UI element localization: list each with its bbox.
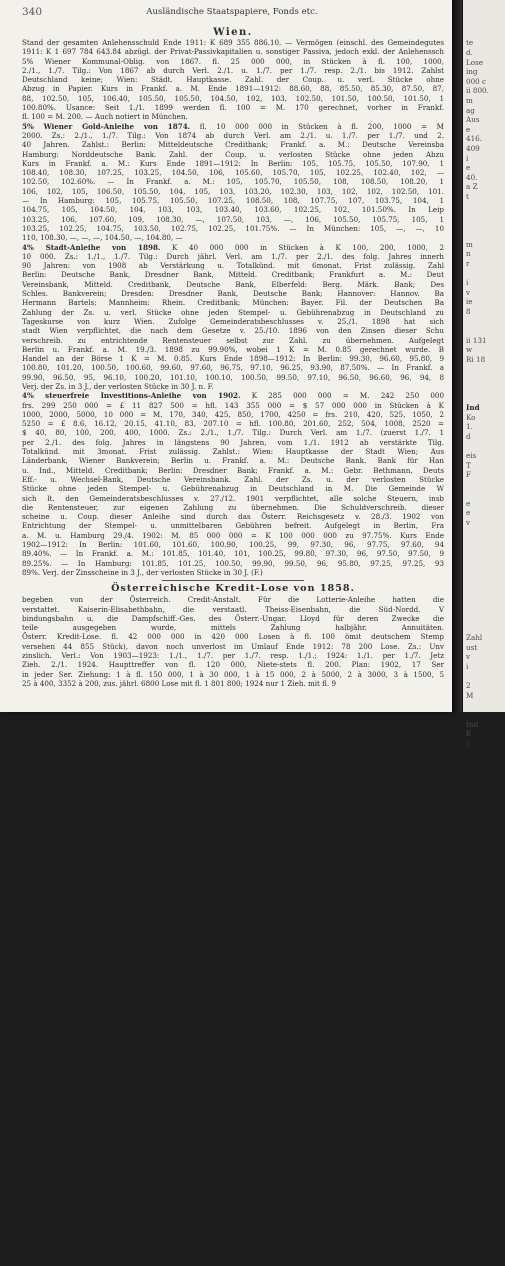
facing-page-fragment: i bbox=[466, 278, 469, 288]
text-line: 110, 108.30, —, —, —, 104.50, —, 104.80, — bbox=[22, 233, 183, 243]
facing-page-fragment bbox=[463, 921, 505, 931]
facing-page-fragment bbox=[463, 1007, 505, 1017]
text-line: 99.90, 96.50, 95, 96.10, 100.20, 101.10, 100.10, 100.50, 99.50, 97.10, 96.50, 96.60, 96, 94, 8 bbox=[22, 372, 444, 382]
text-line: Zieh. 2./1. 1924. Haupttreffer von fl. 120 000, Niete-stets fl. 200. Plan: 1902, 17 Ser bbox=[22, 660, 444, 670]
facing-page-fragment: m bbox=[466, 95, 473, 105]
book-gutter bbox=[452, 0, 462, 712]
facing-page-fragment bbox=[463, 1247, 505, 1257]
inline-heading: 4% steuerfreie Investitions-Anleihe von 1902. bbox=[22, 391, 241, 401]
facing-page-fragment bbox=[463, 1103, 505, 1113]
text-line: Berlin: Deutsche Bank, Dresdner Bank, Mitteld. Creditbank; Frankfurt a. M.: Deut bbox=[22, 270, 444, 280]
text-line: Zahlung der Zs. u. verl. Stücke ohne jeden Stempel- u. Gebührenabzug in Deutschland zu bbox=[22, 307, 444, 317]
facing-page-fragment bbox=[463, 230, 505, 240]
text-line: 1911: K 1 697 784 643.84 abzügl. der Privat-Passivkapitalien u. sonstiger Passiva, jedoch exkl. der Anlehenssch bbox=[22, 47, 444, 57]
facing-page-fragment bbox=[463, 1036, 505, 1046]
text-line: Deutschland keine; Wien: Städt. Hauptkasse. Zahl. der Coup. u. verl. Stücke ohne bbox=[22, 75, 444, 85]
facing-page-fragment bbox=[463, 326, 505, 336]
text-line: 102.50, 102.60%. — In Frankf. a. M.: 105, 105.70, 105.50, 108, 108.50, 108.20, 1 bbox=[22, 177, 444, 187]
text-line: versehen 44 855 Stück), davon noch unverlost im Umlauf Ende 1912: 78 200 Lose. Zs.: Unv bbox=[22, 641, 444, 651]
facing-page-fragment bbox=[463, 998, 505, 1008]
facing-page-fragment bbox=[463, 595, 505, 605]
text-line: — In Hamburg: 105, 105.75, 105.50, 107.25, 108.50, 108, 107.75, 107, 103.75, 104, 1 bbox=[22, 196, 444, 206]
section-heading: Österreichische Kredit-Lose von 1858. bbox=[111, 583, 355, 595]
text-line: teile ausgegeben wurde, mittels Zahlung halbjähr. Annuitäten. bbox=[22, 623, 444, 633]
facing-page-fragment bbox=[463, 221, 505, 231]
text-line: Schles. Bankverein; Dresden: Dresdner Bank, Deutsche Bank; Hannover: Hannov. Ba bbox=[22, 289, 444, 299]
text-line: verschreib. zu entrichtende Rentensteuer selbst zur Zahl. zu übernehmen. Aufgelegt bbox=[22, 335, 444, 345]
facing-page-fragment bbox=[463, 1113, 505, 1123]
facing-page-fragment: 40. bbox=[466, 172, 478, 182]
inline-heading: 5% Wiener Gold-Anleihe von 1874. bbox=[22, 121, 191, 131]
facing-page-fragment bbox=[463, 1094, 505, 1104]
facing-page-fragment: r bbox=[466, 259, 470, 269]
text-line: 103.25, 102.25, 104.75, 103.50, 102.75, 102.25, 101.75%. — In München: 105, —, —, 10 bbox=[22, 223, 444, 233]
facing-page-fragment bbox=[463, 1142, 505, 1152]
facing-page-fragment: 000 c bbox=[466, 76, 487, 86]
facing-page-fragment bbox=[463, 441, 505, 451]
facing-page-fragment: ust bbox=[466, 642, 478, 652]
facing-page-fragment: r bbox=[466, 738, 470, 748]
facing-page-fragment: 1. bbox=[466, 422, 473, 432]
text-line: Totalkünd. mit 3monat. Frist zulässig. Zahlst.: Wien: Hauptkasse der Stadt Wien; Aus bbox=[22, 447, 444, 457]
facing-page-fragment bbox=[463, 873, 505, 883]
text-line: 40 Jahren. Zahlst.: Berlin: Mitteldeutsche Creditbank; Frankf. a. M.: Deutsche Vereinsba bbox=[22, 140, 444, 150]
facing-page-edge bbox=[462, 0, 505, 748]
facing-page-fragment: M bbox=[466, 690, 474, 700]
facing-page-fragment bbox=[463, 902, 505, 912]
facing-page-fragment bbox=[463, 1132, 505, 1142]
facing-page-fragment: 409 bbox=[466, 143, 480, 153]
facing-page-fragment bbox=[463, 10, 505, 20]
facing-page-fragment: w bbox=[466, 345, 473, 355]
text-line: 2./1., 1./7. Tilg.: Von 1867 ab durch Verl. 2./1. u. 1./7. per 1./7. resp. 2./1. bis 1912. Zahlst bbox=[22, 65, 444, 75]
facing-page-fragment bbox=[463, 1151, 505, 1161]
text-line: Österr. Kredit-Lose. fl. 42 000 000 in 420 000 Losen à fl. 100 ömit deutschem Stemp bbox=[22, 632, 444, 642]
text-line: Hamburg: Norddeutsche Bank. Zahl. der Coup. u. verlosten Stücke ohne jeden Abzu bbox=[22, 149, 444, 159]
facing-page-fragment bbox=[463, 844, 505, 854]
text-line: 108.40, 108.30, 107.25, 103.25, 104.50, 106, 105.60, 105.70, 105, 102.25, 102.40, 102, — bbox=[22, 168, 444, 178]
facing-page-fragment: ii 800. bbox=[466, 86, 489, 96]
text-line: Vereinsbank, Mitteld. Creditbank, Deutsche Bank, Elberfeld: Berg. Märk. Bank; Des bbox=[22, 279, 444, 289]
facing-page-fragment: m bbox=[466, 239, 473, 249]
page-content bbox=[22, 26, 444, 688]
running-title: Ausländische Staatspapiere, Fonds etc. bbox=[146, 7, 318, 17]
facing-page-fragment bbox=[463, 787, 505, 797]
facing-page-fragment bbox=[463, 556, 505, 566]
text-line: frs. 299 250 000 = £ 11 827 500 = hfl. 143 355 000 = $ 57 000 000 in Stücken à K bbox=[22, 400, 444, 410]
text-line: Entrichtung der Stempel- u. unmittelbaren Gebühren befreit. Aufgelegt in Berlin, Fra bbox=[22, 521, 444, 531]
facing-page-fragment bbox=[463, 317, 505, 327]
text-line: begeben von der Österreich. Credit-Anstalt. Für die Lotterie-Anleihe hatten die bbox=[22, 595, 444, 605]
facing-page-fragment: ie bbox=[466, 297, 473, 307]
facing-page-fragment bbox=[463, 911, 505, 921]
facing-page-fragment bbox=[463, 892, 505, 902]
facing-page-fragment bbox=[463, 854, 505, 864]
facing-page-fragment bbox=[463, 1209, 505, 1219]
section-separator bbox=[162, 580, 304, 581]
facing-page-fragment bbox=[463, 19, 505, 29]
facing-page-fragment bbox=[463, 1055, 505, 1065]
facing-page-fragment: Lose bbox=[466, 57, 484, 67]
facing-page-fragment bbox=[463, 1257, 505, 1266]
text-line: a. M. u. Hamburg 29./4. 1902: M. 85 000 000 = K 100 000 000 zu 97.75%. Kurs Ende bbox=[22, 530, 444, 540]
facing-page-fragment bbox=[463, 940, 505, 950]
facing-page-fragment: v bbox=[466, 287, 471, 297]
page-number: 340 bbox=[22, 6, 43, 18]
text-line: 89.25%. — In Hamburg: 101.85, 101.25, 100.50, 99.90, 99.50, 96, 95.80, 97.25, 97.25, 93 bbox=[22, 558, 444, 568]
facing-page-fragment bbox=[463, 374, 505, 384]
facing-page-fragment bbox=[463, 1170, 505, 1180]
facing-page-fragment: ing bbox=[466, 67, 478, 77]
facing-page-fragment bbox=[463, 748, 505, 758]
facing-page-fragment: d. bbox=[466, 47, 473, 57]
text-line: 5250 = £ 8.6, 16.12, 20.15, 41.10, 83, 207.10 = hfl. 100.80, 201.60, 252, 504, 1008, 2520 = bbox=[22, 419, 444, 429]
facing-page-fragment: Ind bbox=[466, 402, 480, 412]
text-line: $ 40, 80, 100, 200, 400, 1000. Zs.: 2./1., 1./7. Tilg.: Durch Verl. am 1./7. (zuerst 1./7. 1 bbox=[22, 428, 444, 438]
text-line: Länderbank, Wiener Bankverein; Berlin u. Frankf. a. M.: Deutsche Bank. Bank für Han bbox=[22, 456, 444, 466]
facing-page-fragment bbox=[463, 384, 505, 394]
text-line: bindungsbahn u. die Dampfschiff.-Ges. des Österr.-Ungar. Lloyd für deren Zwecke die bbox=[22, 613, 444, 623]
text-line: in jeder Ser. Ziehung: 1 à fl. 150 000, 1 à 30 000, 1 à 15 000, 2 à 5000, 2 à 3000, 3 à 1500, 5 bbox=[22, 669, 444, 679]
section-heading-line: 5% Wiener Gold-Anleihe von 1874. fl. 10 000 000 in Stücken à fl. 200, 1000 = M bbox=[22, 121, 444, 131]
facing-page-fragment bbox=[463, 1199, 505, 1209]
facing-page-fragment bbox=[463, 969, 505, 979]
facing-page-fragment: Zahl bbox=[466, 633, 483, 643]
facing-page-fragment bbox=[463, 393, 505, 403]
text-line: 89.40%. — In Frankf. a. M.: 101.85, 101.40, 101, 100.25, 99.80, 97.30, 96, 97.50, 97.50, 9 bbox=[22, 549, 444, 559]
text-line: 2000. Zs.: 2./1., 1./7. Tilg.: Von 1874 ab durch Verl. am 2./1. u. 1./7. per 1./7. und 2. bbox=[22, 130, 444, 140]
facing-page-fragment: F bbox=[466, 470, 471, 480]
facing-page-fragment bbox=[463, 672, 505, 682]
text-line: 103.25, 106, 107.60, 109, 108.30, —, 107.50, 103, —, 106, 105.50, 105.75, 105, 1 bbox=[22, 214, 444, 224]
facing-page-fragment: n bbox=[466, 249, 471, 259]
facing-page-fragment bbox=[463, 269, 505, 279]
text-line: stadt Wien verpflichtet, die nach dem Gesetze v. 25./10. 1896 von den Zinsen dieser Schu bbox=[22, 326, 444, 336]
facing-page-fragment bbox=[463, 1027, 505, 1037]
facing-page-fragment bbox=[463, 768, 505, 778]
facing-page-fragment bbox=[463, 201, 505, 211]
text-line: 25 à 400, 3352 à 200, zus. jährl. 6800 Lose mit fl. 1 801 800; 1924 nur 1 Zieh. mit fl. 9 bbox=[22, 678, 337, 688]
facing-page-fragment bbox=[463, 624, 505, 634]
facing-page-fragment bbox=[463, 835, 505, 845]
facing-page-fragment: e bbox=[466, 508, 471, 518]
text-line: scheine u. Coup. dieser Anleihe sind durch das Österr. Reichsgesetz v. 28./3. 1902 von bbox=[22, 512, 444, 522]
facing-page-fragment bbox=[463, 537, 505, 547]
text-line: Stand der gesamten Anlehensschuld Ende 1911: K 689 355 886.10. — Vermögen (einschl. des Gemeindegutes bbox=[22, 38, 444, 47]
facing-page-fragment bbox=[463, 576, 505, 586]
text-line: Berlin u. Frankf. a. M. 19./3. 1898 zu 99.90%, wobei 1 K = M. 0.85 gerechnet wurde. B bbox=[22, 344, 444, 354]
text-line: 104.75, 105, 104.50, 104, 103, 103, 103.40, 103.60, 102.25, 102, 101.50%. In Leip bbox=[22, 205, 444, 215]
facing-page-fragment bbox=[463, 815, 505, 825]
text-line: Handel an der Börse 1 K = M. 0.85. Kurs Ende 1898—1912: In Berlin: 99.30, 96.60, 95.80, 9 bbox=[22, 354, 444, 364]
facing-page-fragment bbox=[463, 825, 505, 835]
text-line: Eff.- u. Wechsel-Bank, Deutsche Vereinsbank. Zahl. der Zs. u. der verlosten Stücke bbox=[22, 474, 444, 484]
text-line: 89%. Verj. der Zinsscheine in 3 J., der verlosten Stücke in 30 J. (F.) bbox=[22, 567, 263, 577]
facing-page-fragment bbox=[463, 566, 505, 576]
text-line: 10 000. Zs.: 1./1., 1./7. Tilg.: Durch jährl. Verl. am 1./7. per 2./1. des folg. Jahres innerh bbox=[22, 251, 444, 261]
facing-page-fragment bbox=[463, 604, 505, 614]
facing-page-fragment bbox=[463, 1046, 505, 1056]
text-line: 5% Wiener Kommunal-Oblig. von 1867. fl. 25 000 000, in Stücken à fl. 100, 1000, bbox=[22, 56, 444, 66]
facing-page-fragment: Ind bbox=[466, 719, 479, 729]
facing-page-fragment bbox=[463, 365, 505, 375]
section-heading: Wien. bbox=[213, 27, 253, 38]
facing-page-fragment bbox=[463, 950, 505, 960]
facing-page-fragment bbox=[463, 0, 505, 10]
facing-page-fragment bbox=[463, 489, 505, 499]
facing-page-fragment: ag bbox=[466, 105, 475, 115]
facing-page-fragment bbox=[463, 1084, 505, 1094]
text-line: 90 Jahren: von 1908 ab Verstärkung u. Totalkünd. mit 6monat. Frist zulässig. Zahl bbox=[22, 261, 444, 271]
facing-page-fragment bbox=[463, 710, 505, 720]
facing-page-fragment bbox=[463, 959, 505, 969]
facing-page-fragment bbox=[463, 1075, 505, 1085]
text-line: zinslich. Verl.: Von 1903—1923: 1./1., 1./7. per 1./7. resp. 1./1.; 1924: 1./1. per 1./7. Jetz bbox=[22, 651, 444, 660]
facing-page-fragment bbox=[463, 585, 505, 595]
text-line: 100.80, 101.20, 100.50, 100.60, 99.60, 97.60, 96.75, 97.10, 96.25, 93.90, 87.50%. — In Frankf. a bbox=[22, 363, 444, 373]
text-line: 100.80%. Usance: Seit 1./1. 1899 werden fl. 100 = M. 170 gerechnet, vorher in Frankf. bbox=[22, 103, 444, 113]
facing-page-fragment: d bbox=[466, 431, 471, 441]
inline-heading: 4% Stadt-Anleihe von 1898. bbox=[22, 242, 161, 252]
text-line: 1902—1912: In Berlin: 101.60, 101.60, 100.90, 100.25, 99, 97.30, 96, 97.75, 97.60, 94 bbox=[22, 540, 444, 550]
facing-page-fragment: e bbox=[466, 498, 471, 508]
facing-page-fragment: 8 bbox=[466, 307, 471, 316]
facing-page-fragment bbox=[463, 1238, 505, 1248]
text-line: Stücke ohne jeden Stempel- u. Gebührenabzug in Deutschland in M. Die Gemeinde W bbox=[22, 484, 444, 494]
facing-page-fragment bbox=[463, 1161, 505, 1171]
facing-page-fragment bbox=[463, 547, 505, 557]
facing-page-fragment: te bbox=[466, 38, 474, 48]
text-line: per 2./1. des folg. Jahres in längstens 90 Jahren, vom 1./1. 1912 ab verstärkte Tilg. bbox=[22, 437, 444, 447]
facing-page-fragment: t bbox=[466, 191, 469, 201]
facing-page-fragment bbox=[463, 988, 505, 998]
facing-page-fragment bbox=[463, 931, 505, 941]
facing-page-fragment bbox=[463, 29, 505, 39]
text-line: 88, 102.50, 105, 106.40, 105.50, 105.50, 104.50, 102, 103, 102.50, 101.50, 100.50, 101.50, 1 bbox=[22, 93, 444, 103]
facing-page-fragment: i bbox=[466, 661, 469, 671]
text-line: 1000, 2000, 5000, 10 000 = M. 170, 340, 425, 850, 1700, 4250 = frs. 210, 420, 525, 1050, 2 bbox=[22, 409, 444, 419]
facing-page-fragment bbox=[463, 1065, 505, 1075]
facing-page-fragment bbox=[463, 883, 505, 893]
text-line: Kurs in Frankf. a. M.: Kurs Ende 1891—1912: In Berlin: 105, 105.75, 105.50, 107.90, 1 bbox=[22, 158, 444, 168]
facing-page-fragment bbox=[463, 796, 505, 806]
text-line: u. Ind., Mitteld. Creditbank; Berlin: Dresdner Bank; Frankf. a. M.: Gebr. Bethmann, Deuts bbox=[22, 465, 444, 475]
text-line: Hermann Bartels; Mannheim: Rhein. Creditbank; München: Bayer. Fil. der Deutschen Ba bbox=[22, 298, 444, 308]
facing-page-fragment: 416. bbox=[466, 134, 483, 144]
facing-page-fragment: Ri 18 bbox=[466, 354, 486, 364]
text-line: 106, 102, 105, 106.50, 105.50, 104, 105, 103, 103.20, 102.30, 103, 102, 102, 102.50, 101. bbox=[22, 186, 444, 196]
facing-page-fragment bbox=[463, 614, 505, 624]
facing-page-fragment bbox=[463, 1228, 505, 1238]
text-line: fl. 100 = M. 200. — Auch notiert in München. bbox=[22, 112, 188, 122]
facing-page-fragment: Aus bbox=[466, 115, 480, 125]
facing-page-fragment bbox=[463, 1190, 505, 1200]
section-heading-line: 4% steuerfreie Investitions-Anleihe von 1902. K 285 000 000 = M. 242 250 000 bbox=[22, 391, 444, 401]
facing-page-fragment: a Z bbox=[466, 182, 478, 192]
text-line: Abzug in Papier. Kurs in Frankf. a. M. Ende 1891—1912: 88.60, 88, 85.50, 85.30, 87.50, 87, bbox=[22, 84, 444, 94]
facing-page-fragment: i bbox=[466, 153, 469, 163]
facing-page-fragment bbox=[463, 979, 505, 989]
section-heading-line: 4% Stadt-Anleihe von 1898. K 40 000 000 in Stücken à K 100, 200, 1000, 2 bbox=[22, 242, 444, 252]
facing-page-fragment: T bbox=[466, 460, 471, 470]
facing-page-fragment bbox=[463, 700, 505, 710]
facing-page-fragment bbox=[463, 806, 505, 816]
facing-page-fragment bbox=[463, 777, 505, 787]
facing-page-fragment bbox=[463, 211, 505, 221]
facing-page-fragment: Ko bbox=[466, 412, 476, 422]
text-line: verstattet. Kaiserin-Elisabethbahn, die verstaatl. Theiss-Eisenbahn, die Süd-Nordd. V bbox=[22, 604, 444, 614]
facing-page-fragment: ii 131 bbox=[466, 335, 487, 345]
facing-page-fragment bbox=[463, 758, 505, 768]
facing-page-fragment bbox=[463, 1122, 505, 1132]
page-header bbox=[22, 6, 442, 20]
facing-page-fragment bbox=[463, 863, 505, 873]
facing-page-fragment bbox=[463, 528, 505, 538]
facing-page-fragment: E bbox=[466, 729, 472, 739]
facing-page-fragment bbox=[463, 1017, 505, 1027]
facing-page-fragment: eis bbox=[466, 450, 477, 460]
facing-page-fragment: e bbox=[466, 124, 471, 134]
text-line: Verj. der Zs. in 3 J., der verlosten Stücke in 30 J. n. F. bbox=[22, 381, 214, 391]
text-line: die Rentensteuer, zur eigenen Zahlung zu übernehmen. Die Schuldverschreib. dieser bbox=[22, 502, 444, 512]
text-line: Tageskurse von kurz Wien. Zufolge Gemeinderatsbeschlusses v. 25./1. 1898 hat sich bbox=[22, 316, 444, 326]
facing-page-fragment: v bbox=[466, 518, 471, 528]
facing-page-fragment: 2 bbox=[466, 681, 471, 691]
facing-page-fragment bbox=[463, 480, 505, 490]
facing-page-fragment: v bbox=[466, 652, 471, 662]
facing-page-fragment bbox=[463, 1180, 505, 1190]
text-line: sich lt. den Gemeinderatsbeschlusses v. 27./12. 1901 verpflichtet, alle solche Steuern, insb bbox=[22, 493, 444, 503]
facing-page-fragment: e bbox=[466, 163, 471, 173]
facing-page-fragment bbox=[463, 1218, 505, 1228]
